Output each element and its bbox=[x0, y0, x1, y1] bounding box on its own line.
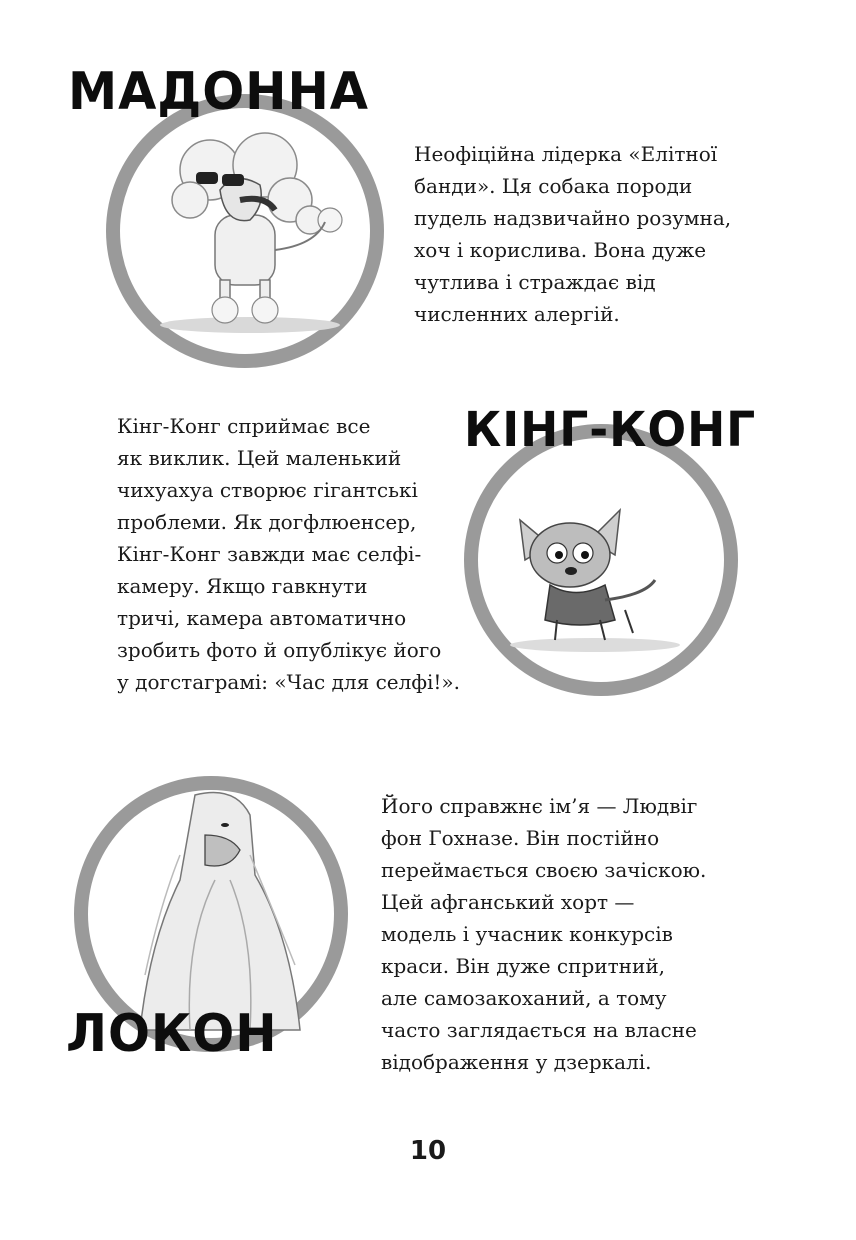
bio-line: у догстаграмі: «Час для селфі!». bbox=[117, 670, 460, 694]
bio-line: модель і учасник конкурсів bbox=[381, 922, 673, 946]
bio-line: Кінг-Конг сприймає все bbox=[117, 414, 371, 438]
bio-line: як виклик. Цей маленький bbox=[117, 446, 402, 470]
bio-line: чихуахуа створює гігантські bbox=[117, 478, 418, 502]
bio-line: численних алергій. bbox=[414, 302, 620, 326]
bio-line: Його справжнє ім’я — Людвіг bbox=[381, 794, 698, 818]
character-name-madonna: МАДОННА bbox=[68, 62, 369, 122]
character-name-lokon: ЛОКОН bbox=[66, 1004, 278, 1064]
bio-line: хоч і корислива. Вона дуже bbox=[414, 238, 707, 262]
character-bio-king-kong bbox=[117, 410, 460, 698]
bio-line: Неофіційна лідерка «Елітної bbox=[414, 142, 718, 166]
bio-line: тричі, камера автоматично bbox=[117, 606, 407, 630]
bio-line: зробить фото й опублікує його bbox=[117, 638, 442, 662]
bio-line: часто заглядається на власне bbox=[381, 1018, 697, 1042]
poodle-illustration bbox=[150, 120, 350, 340]
bio-line: фон Гохназе. Він постійно bbox=[381, 826, 660, 850]
character-bio-lokon bbox=[381, 790, 706, 1078]
page-number: 10 bbox=[409, 1136, 447, 1166]
bio-line: чутлива і страждає від bbox=[414, 270, 656, 294]
chihuahua-illustration bbox=[505, 495, 695, 665]
bio-line: проблеми. Як догфлюенсер, bbox=[117, 510, 417, 534]
bio-line: банди». Ця собака породи bbox=[414, 174, 693, 198]
bio-line: переймається своєю зачіскою. bbox=[381, 858, 707, 882]
character-name-king-kong: КІНГ-КОНГ bbox=[464, 402, 757, 458]
bio-line: краси. Він дуже спритний, bbox=[381, 954, 666, 978]
bio-line: але самозакоханий, а тому bbox=[381, 986, 667, 1010]
character-bio-madonna bbox=[414, 138, 731, 330]
bio-line: Кінг-Конг завжди має селфі- bbox=[117, 542, 422, 566]
bio-line: Цей афганський хорт — bbox=[381, 890, 635, 914]
bio-line: пудель надзвичайно розумна, bbox=[414, 206, 732, 230]
bio-line: камеру. Якщо гавкнути bbox=[117, 574, 368, 598]
bio-line: відображення у дзеркалі. bbox=[381, 1050, 652, 1074]
afghan-hound-illustration bbox=[120, 785, 310, 1040]
